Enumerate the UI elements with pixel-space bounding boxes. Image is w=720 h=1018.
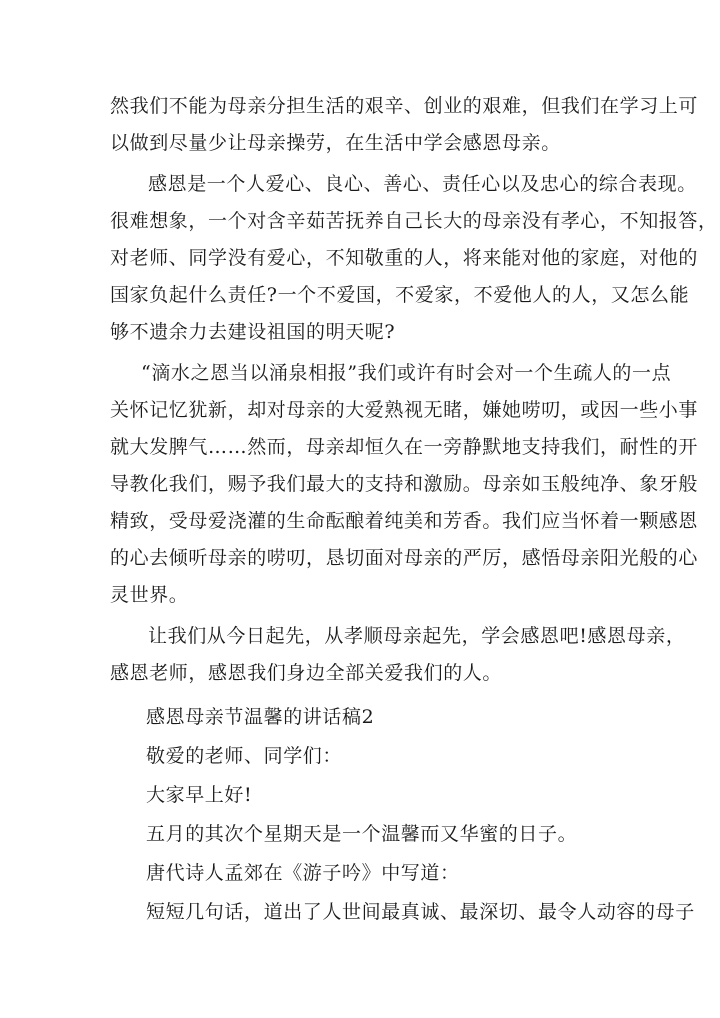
text-line: 就大发脾气……然而，母亲却恒久在一旁静默地支持我们，耐性的开 [110, 436, 699, 458]
text-line: 以做到尽量少让母亲操劳，在生活中学会感恩母亲。 [110, 132, 561, 154]
text-line: 感恩老师，感恩我们身边全部关爱我们的人。 [110, 662, 503, 684]
text-line: 导教化我们，赐予我们最大的支持和激励。母亲如玉般纯净、象牙般 [110, 473, 699, 495]
salutation: 敬爱的老师、同学们： [146, 745, 343, 767]
paragraph-line: 唐代诗人孟郊在《游子吟》中写道： [146, 862, 460, 884]
paragraph-3 [110, 355, 699, 614]
text-line: 关怀记忆犹新，却对母亲的大爱熟视无睹，嫌她唠叨，或因一些小事 [110, 399, 699, 421]
text-line: 很难想象，一个对含辛茹苦抚养自己长大的母亲没有孝心，不知报答， [110, 210, 718, 232]
text-line: “滴水之恩当以涌泉相报”我们或许有时会对一个生疏人的一点 [141, 362, 672, 384]
paragraph-line: 五月的其次个星期天是一个温馨而又华蜜的日子。 [146, 823, 578, 845]
greeting: 大家早上好! [146, 784, 253, 806]
text-line: 够不遗余力去建设祖国的明天呢? [110, 321, 396, 343]
paragraph-2 [110, 166, 718, 351]
text-line: 的心去倾听母亲的唠叨，恳切面对母亲的严厉，感悟母亲阳光般的心 [110, 547, 699, 569]
text-line: 然我们不能为母亲分担生活的艰辛、创业的艰难，但我们在学习上可 [110, 95, 699, 117]
text-line: 灵世界。 [110, 584, 189, 606]
section-heading: 感恩母亲节温馨的讲话稿2 [146, 706, 375, 728]
text-line: 精致，受母爱浇灌的生命酝酿着纯美和芳香。我们应当怀着一颗感恩 [110, 510, 699, 532]
paragraph-1 [110, 88, 699, 162]
text-line: 让我们从今日起先，从孝顺母亲起先，学会感恩吧!感恩母亲， [148, 625, 686, 647]
paragraph-line: 短短几句话，道出了人世间最真诚、最深切、最令人动容的母子 [146, 901, 695, 923]
speech-section [110, 698, 695, 932]
text-line: 感恩是一个人爱心、良心、善心、责任心以及忠心的综合表现。 [148, 173, 697, 195]
paragraph-4 [110, 618, 686, 692]
text-line: 国家负起什么责任?一个不爱国，不爱家，不爱他人的人，又怎么能 [110, 284, 690, 306]
text-line: 对老师、同学没有爱心，不知敬重的人，将来能对他的家庭，对他的 [110, 247, 699, 269]
document-body [110, 88, 718, 932]
